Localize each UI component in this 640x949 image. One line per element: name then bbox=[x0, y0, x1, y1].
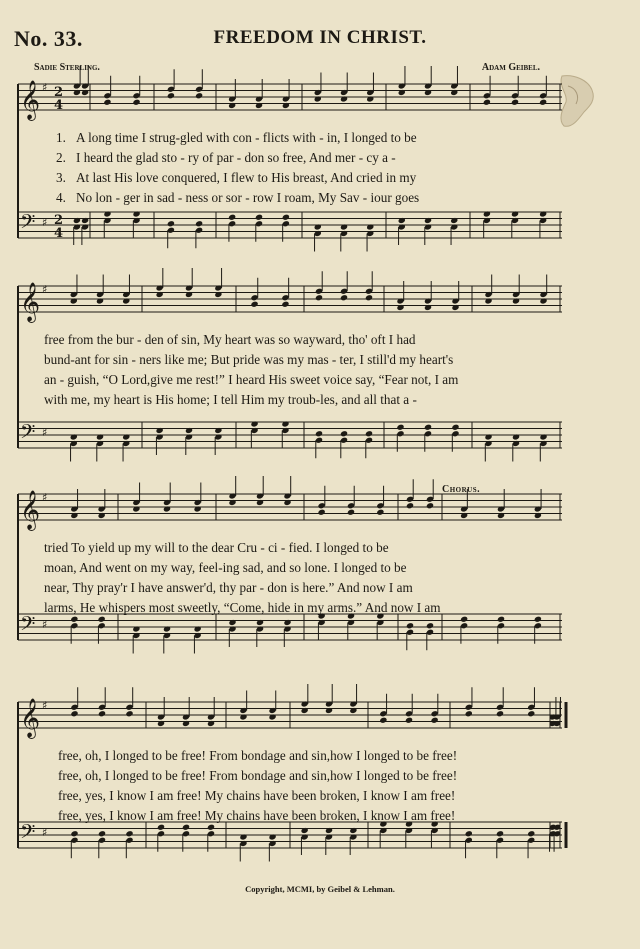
lyric-line bbox=[14, 748, 570, 768]
hymn-number: No. 33. bbox=[14, 26, 83, 51]
lyric-line bbox=[14, 768, 570, 788]
svg-text:4: 4 bbox=[54, 226, 64, 241]
verse-number: 2. bbox=[56, 150, 66, 165]
svg-text:♯: ♯ bbox=[42, 699, 48, 712]
lyricist-credit: Sadie Sterling. bbox=[34, 62, 100, 73]
lyric-line bbox=[14, 170, 570, 190]
lyric-line bbox=[14, 130, 570, 150]
lyric-line bbox=[14, 600, 570, 620]
lyric-text: A long time I strug-gled with con - flicts with - in, I longed to be bbox=[76, 130, 417, 145]
music-system-1 bbox=[14, 72, 570, 252]
copyright-notice: Copyright, MCMI, by Geibel & Lehman. bbox=[245, 884, 395, 894]
lyric-line bbox=[14, 540, 570, 560]
lyric-line bbox=[14, 352, 570, 372]
lyric-line bbox=[14, 190, 570, 210]
svg-text:𝄢: 𝄢 bbox=[20, 820, 36, 848]
composer-credit: Adam Geibel. bbox=[481, 62, 540, 73]
music-system-3 bbox=[14, 484, 570, 674]
svg-text:♯: ♯ bbox=[42, 826, 48, 839]
lyric-text: free, yes, I know I am free! My chains have been broken, I know I am free! bbox=[58, 808, 456, 823]
verse-number: 1. bbox=[56, 130, 66, 145]
svg-text:4: 4 bbox=[54, 98, 64, 113]
svg-text:♯: ♯ bbox=[42, 426, 48, 439]
lyric-text: At last His love conquered, I flew to His breast, And cried in my bbox=[76, 170, 417, 185]
lyric-line bbox=[14, 788, 570, 808]
svg-text:♯: ♯ bbox=[42, 618, 48, 631]
lyric-text: bund-ant for sin - ners like me; But pride was my mas - ter, I still'd my heart's bbox=[44, 352, 454, 367]
lyric-line bbox=[14, 560, 570, 580]
lyric-text: free from the bur - den of sin, My heart was so wayward, tho' oft I had bbox=[44, 332, 416, 347]
hymn-header bbox=[0, 26, 640, 50]
svg-text:𝄞: 𝄞 bbox=[20, 698, 41, 738]
svg-text:♯: ♯ bbox=[42, 81, 48, 94]
svg-text:𝄞: 𝄞 bbox=[20, 282, 41, 322]
lyric-text: near, Thy pray'r I have answer'd, thy par - don is here.” And now I am bbox=[44, 580, 413, 595]
lyric-text: free, oh, I longed to be free! From bondage and sin,how I longed to be free! bbox=[58, 748, 458, 763]
music-system-2 bbox=[14, 282, 570, 462]
lyric-text: I heard the glad sto - ry of par - don so free, And mer - cy a - bbox=[76, 150, 396, 165]
svg-text:2: 2 bbox=[54, 213, 64, 228]
lyric-text: with me, my heart is His home; I tell Him my troub-les, and all that a - bbox=[44, 392, 417, 407]
lyric-line bbox=[14, 332, 570, 352]
svg-text:2: 2 bbox=[54, 85, 64, 100]
lyric-text: free, oh, I longed to be free! From bondage and sin,how I longed to be free! bbox=[58, 768, 458, 783]
hymn-title: FREEDOM IN CHRIST. bbox=[213, 27, 427, 48]
svg-text:𝄞: 𝄞 bbox=[20, 80, 41, 120]
svg-text:𝄢: 𝄢 bbox=[20, 210, 36, 238]
lyric-line bbox=[14, 808, 570, 828]
verse-number: 4. bbox=[56, 190, 66, 205]
svg-text:𝄢: 𝄢 bbox=[20, 612, 36, 640]
lyric-text: tried To yield up my will to the dear Cru - ci - fied. I longed to be bbox=[44, 540, 389, 555]
music-system-4 bbox=[14, 690, 570, 880]
svg-text:♯: ♯ bbox=[42, 283, 48, 296]
lyric-line bbox=[14, 392, 570, 412]
svg-text:♯: ♯ bbox=[42, 216, 48, 229]
verse-number: 3. bbox=[56, 170, 66, 185]
lyric-text: No lon - ger in sad - ness or sor - row I roam, My Sav - iour goes bbox=[76, 190, 420, 205]
svg-text:♯: ♯ bbox=[42, 491, 48, 504]
svg-text:𝄢: 𝄢 bbox=[20, 420, 36, 448]
lyric-line bbox=[14, 372, 570, 392]
lyric-line bbox=[14, 580, 570, 600]
lyric-text: an - guish, “O Lord,give me rest!” I heard His sweet voice say, “Fear not, I am bbox=[44, 372, 459, 387]
lyric-line bbox=[14, 150, 570, 170]
chorus-label: Chorus. bbox=[442, 484, 481, 495]
lyric-text: free, yes, I know I am free! My chains have been broken, I know I am free! bbox=[58, 788, 456, 803]
svg-text:𝄞: 𝄞 bbox=[20, 490, 41, 530]
lyric-text: moan, And went on my way, feel-ing sad, and so lone. I longed to be bbox=[44, 560, 407, 575]
lyric-text: larms, He whispers most sweetly, “Come, hide in my arms.” And now I am bbox=[44, 600, 441, 615]
